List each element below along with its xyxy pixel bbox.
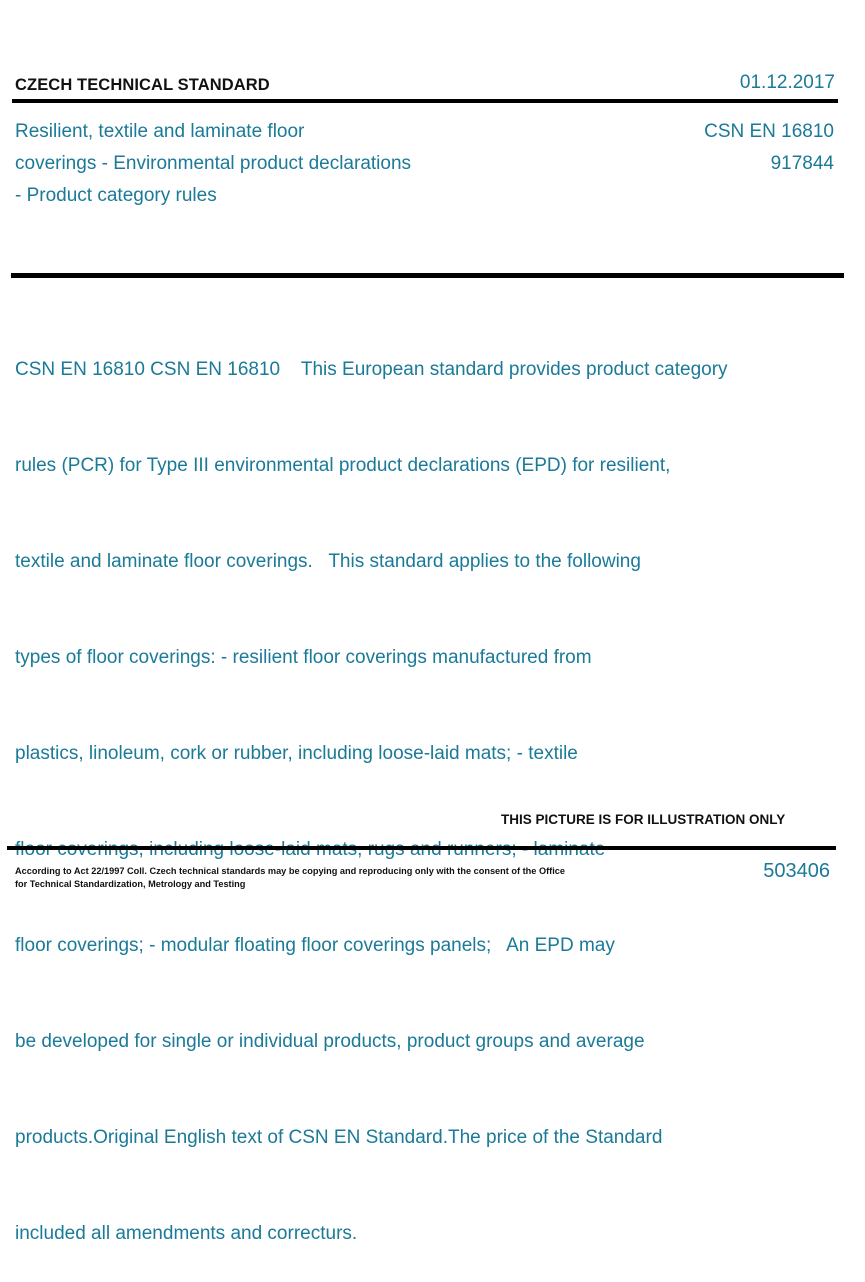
publication-date: 01.12.2017 [739, 72, 835, 93]
standard-header-title: CZECH TECHNICAL STANDARD [15, 76, 270, 94]
product-number: 503406 [763, 860, 830, 882]
header-rule [12, 99, 838, 103]
abstract-line: textile and laminate floor coverings. This standard applies to the following [15, 551, 641, 572]
abstract-line: be developed for single or individual products, product groups and average [15, 1031, 645, 1052]
abstract [15, 290, 835, 1282]
title-line: - Product category rules [15, 185, 217, 206]
document-codes [704, 116, 834, 180]
abstract-line: included all amendments and correcturs. [15, 1223, 358, 1244]
abstract-line: plastics, linoleum, cork or rubber, including loose-laid mats; - textile [15, 743, 578, 764]
standard-code: CSN EN 16810 [704, 121, 834, 142]
illustration-disclaimer: THIS PICTURE IS FOR ILLUSTRATION ONLY [501, 812, 786, 827]
abstract-line: products.Original English text of CSN EN Standard.The price of the Standard [15, 1127, 663, 1148]
footer-rule [7, 846, 836, 850]
catalog-number: 917844 [770, 153, 834, 174]
legal-note [15, 865, 575, 891]
section-rule [11, 273, 844, 278]
title-line: coverings - Environmental product declarations [15, 153, 412, 174]
title-line: Resilient, textile and laminate floor [15, 121, 305, 142]
legal-note-line: for Technical Standardization, Metrology and Testing [15, 879, 246, 889]
abstract-line: floor coverings; - modular floating floor coverings panels; An EPD may [15, 935, 615, 956]
document-title [15, 116, 485, 212]
abstract-line: rules (PCR) for Type III environmental product declarations (EPD) for resilient, [15, 455, 671, 476]
legal-note-line: According to Act 22/1997 Coll. Czech technical standards may be copying and reproducing only with the consent of the Office [15, 866, 565, 876]
abstract-line: types of floor coverings: - resilient floor coverings manufactured from [15, 647, 592, 668]
abstract-line [15, 834, 835, 866]
abstract-line: CSN EN 16810 CSN EN 16810 This European standard provides product category [15, 359, 728, 380]
